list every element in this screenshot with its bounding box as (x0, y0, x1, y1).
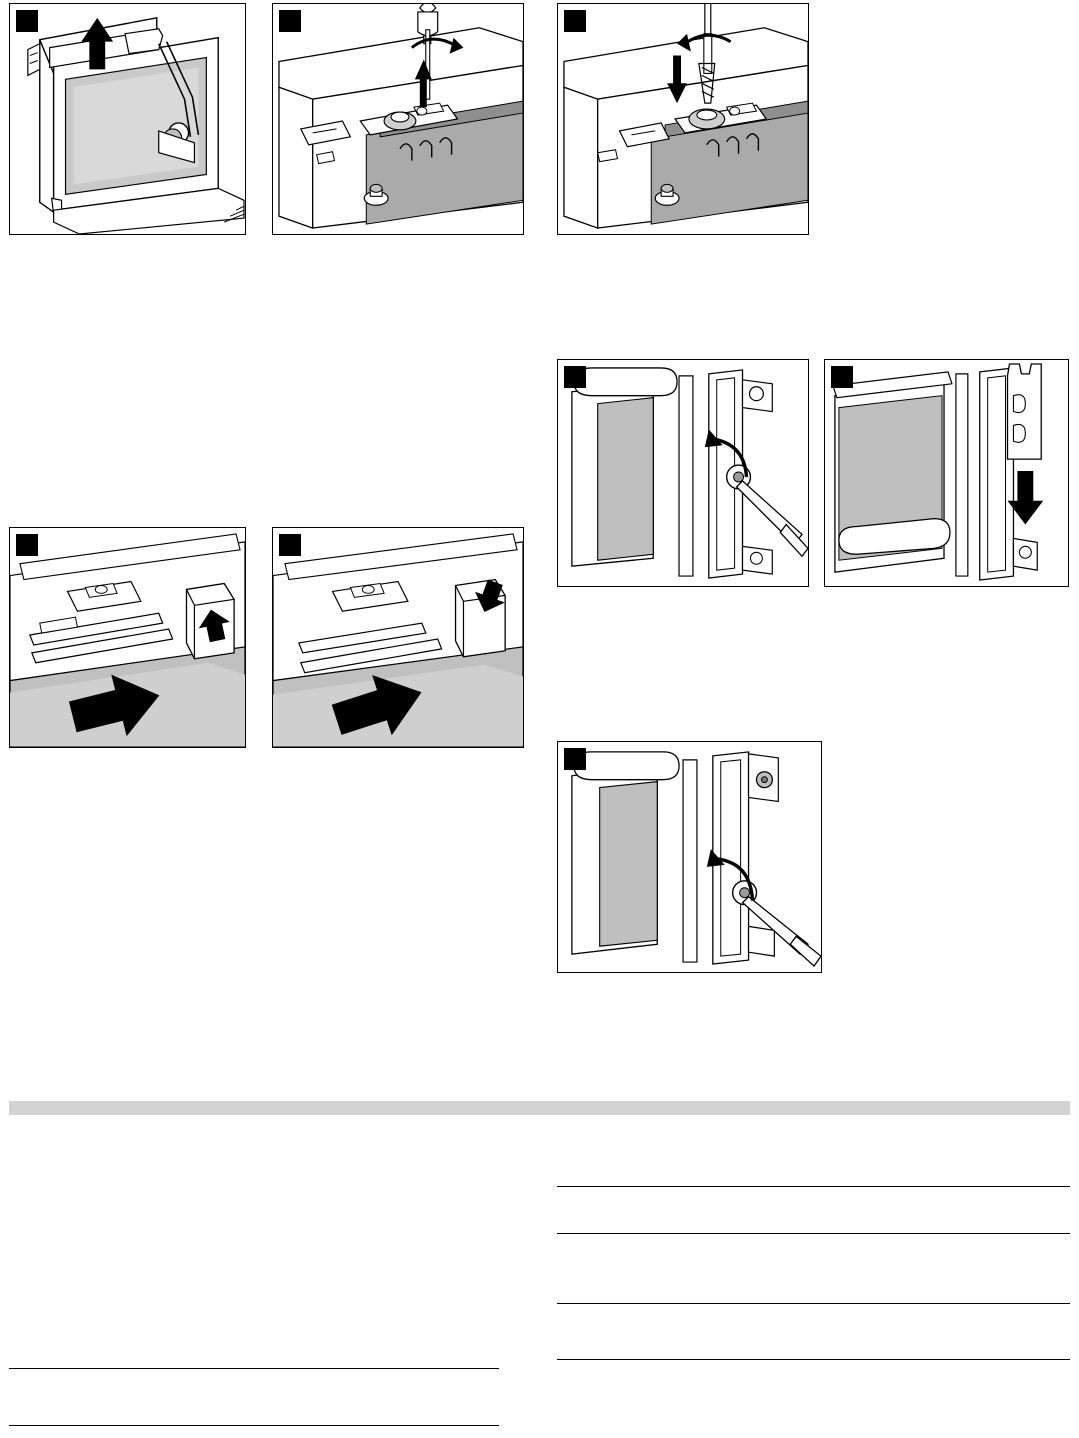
rule-right-3 (557, 1303, 1070, 1304)
figure-number-badge (279, 534, 301, 556)
figure-number-badge (564, 366, 586, 388)
rule-left-2 (9, 1425, 499, 1426)
figure-door-removal (9, 3, 246, 235)
figure-side-screw-tighten (557, 741, 822, 973)
rule-right-2 (557, 1233, 1070, 1234)
rule-left-1 (9, 1368, 499, 1369)
figure-number-badge (564, 10, 586, 32)
figure-corner-cover-right (272, 527, 524, 748)
figure-number-badge (831, 366, 853, 388)
figure-screw-insertion (557, 3, 809, 235)
figure-number-badge (16, 10, 38, 32)
figure-number-badge (16, 534, 38, 556)
figure-number-badge (279, 10, 301, 32)
figure-number-badge (564, 748, 586, 770)
section-divider-band (9, 1101, 1070, 1115)
figure-side-screw-turn (557, 359, 809, 587)
rule-right-4 (557, 1359, 1070, 1360)
figure-clip-insertion (824, 359, 1069, 587)
figure-screw-removal (272, 3, 524, 235)
figure-corner-cover-left (9, 527, 246, 748)
rule-right-1 (557, 1186, 1070, 1187)
